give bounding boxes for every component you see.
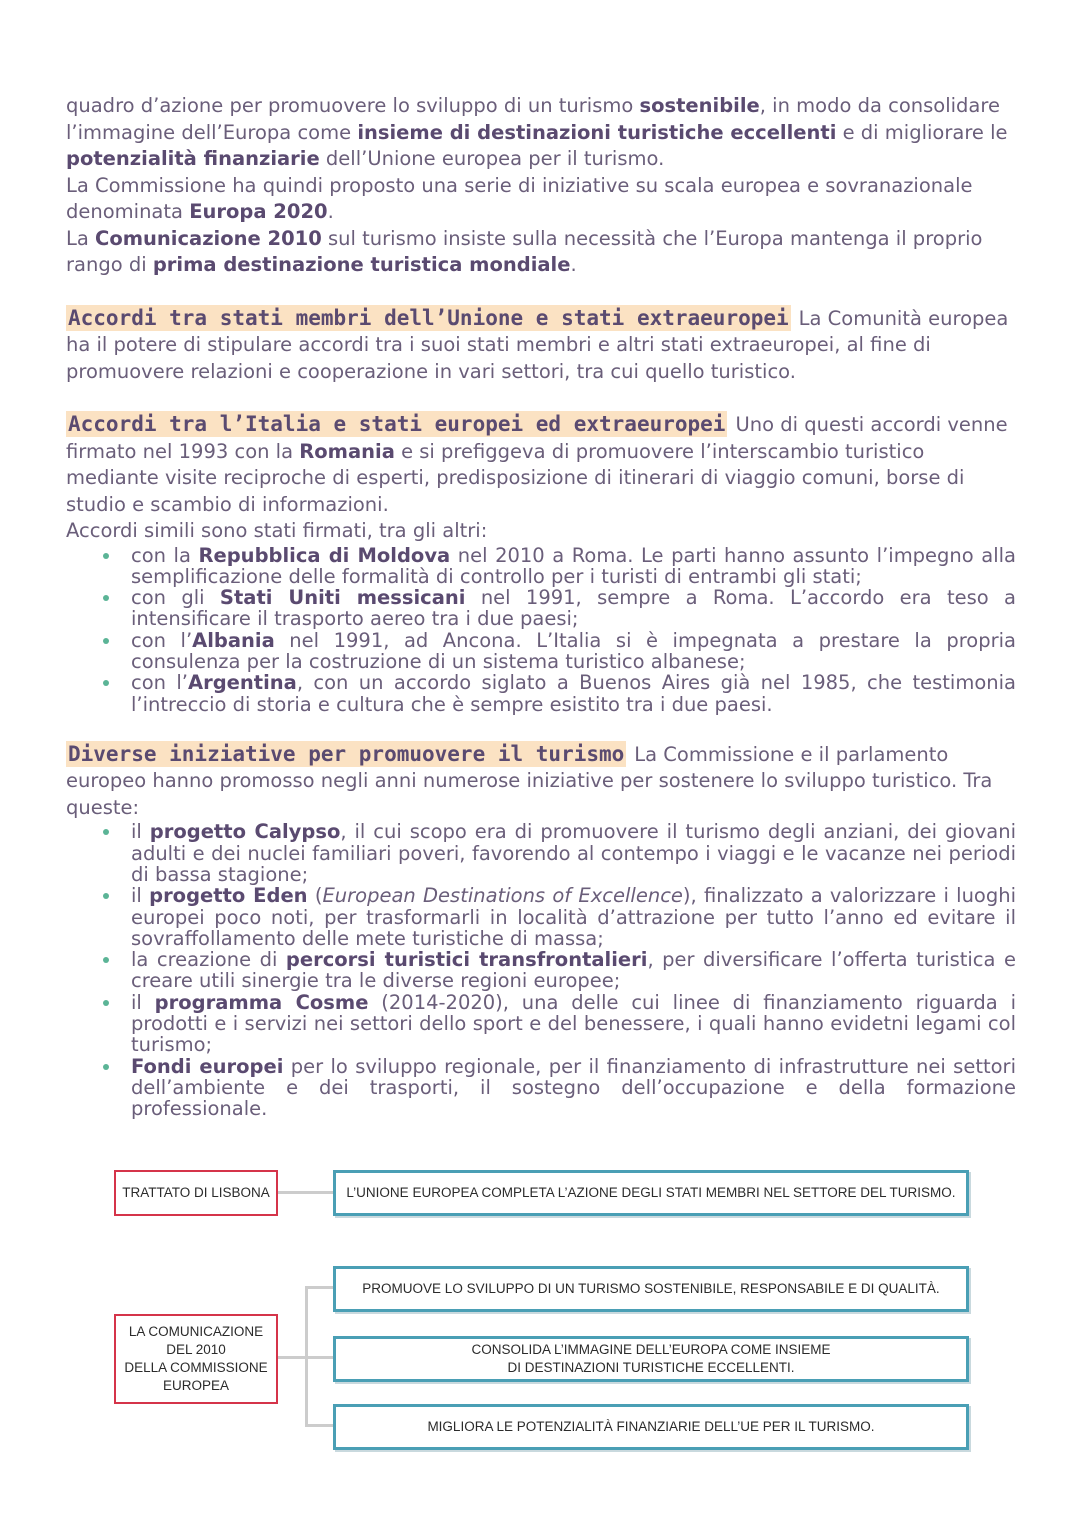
accordi-list <box>66 545 1016 715</box>
section-heading: Accordi tra stati membri dell’Unione e stati extraeuropei <box>68 305 789 330</box>
section-text: La Commissione e il parlamento europeo hanno promosso negli anni numerose iniziative per sostenere lo sviluppo turistico. Tra queste: <box>66 742 993 819</box>
list-item: il progetto Eden (European Destinations of Excellence), finalizzato a valorizzare i luoghi europei poco noti, per trasformarli in località d’attrazione per tutto l’anno ed evitare il sovraffollamento delle mete turistiche di massa; <box>131 884 1017 950</box>
connector-line <box>305 1356 335 1359</box>
connector-line <box>305 1286 308 1426</box>
list-item: con l’Albania nel 1991, ad Ancona. L’Italia si è impegnata a prestare la propria consulenza per la costruzione di un sistema turistico albanese; <box>131 628 1016 673</box>
connector-line <box>277 1356 307 1359</box>
section-iniziative <box>66 741 1016 1120</box>
iniziative-list <box>66 821 1016 1119</box>
section-text: La Comunità europea ha il potere di stipulare accordi tra i suoi stati membri e altri stati extraeuropei, al fine di promuovere relazioni e cooperazione in vari settori, tra cui quello turistico. <box>66 306 1009 383</box>
comunicazione-box: LA COMUNICAZIONE DEL 2010 DELLA COMMISSIONE EUROPEA <box>114 1314 278 1404</box>
section-accordi-italia: Accordi tra l’Italia e stati europei ed extraeuropei Uno di questi accordi venne firmato nel 1993 con la Romania e si prefiggeva di promuovere l’interscambio turistico mediante visite reciproche di esperti, predisposizione di itinerari di viaggio comuni, borse di studio e scambio di informazioni. Accordi simili sono stati firmati, tra gli altri: con la Repubblica di Moldova nel 2010 a Roma. Le parti hanno assunto l’impegno alla semplificazione delle formalità di controllo per i turisti di entrambi gli stati; con gli Stati Uniti messicani nel 1991, sempre a Roma. L’accordo era teso a intensificare il trasporto aereo tra i due paesi; con l’Albania nel 1991, ad Ancona. L’Italia si è impegnata a prestare la propria consulenza per la costruzione di un sistema turistico albanese; con l’Argentina, con un accordo siglato a Buenos Aires già nel 1985, che testimonia l’intreccio di storia e cultura che è sempre esistito tra i due paesi. <box>66 412 1017 716</box>
list-item: il programma Cosme (2014-2020), una delle cui linee di finanziamento riguarda i prodotti e i servizi nei settori dello sport e del benessere, i quali hanno evidetni legami col turismo; <box>131 990 1016 1057</box>
intro-paragraph-2: La Commissione ha quindi proposto una serie di iniziative su scala europea e sovranazionale denominata Europa 2020. <box>66 173 973 223</box>
list-item: Fondi europei per lo sviluppo regionale, per il finanziamento di infrastrutture nei settori dell’ambiente e dei trasporti, il sostegno dell’occupazione e della formazione professionale. <box>131 1054 1016 1121</box>
connector-line <box>305 1424 335 1427</box>
section-heading: Accordi tra l’Italia e stati europei ed extraeuropei <box>68 412 726 436</box>
section-heading: Diverse iniziative per promuovere il turismo <box>68 741 625 766</box>
list-item: la creazione di percorsi turistici transfrontalieri, per diversificare l’offerta turistica e creare utili sinergie tra le diverse regioni europee; <box>131 948 1016 993</box>
intro-paragraph-3: La Comunicazione 2010 sul turismo insiste sulla necessità che l’Europa mantenga il proprio rango di prima destinazione turistica mondiale. <box>66 226 983 276</box>
lisbona-desc-box: L’UNIONE EUROPEA COMPLETA L’AZIONE DEGLI STATI MEMBRI NEL SETTORE DEL TURISMO. <box>333 1170 969 1216</box>
connector-line <box>305 1286 335 1289</box>
list-item: con gli Stati Uniti messicani nel 1991, sempre a Roma. L’accordo era teso a intensificare il trasporto aereo tra i due paesi; <box>131 586 1016 631</box>
list-intro: Accordi simili sono stati firmati, tra gli altri: <box>66 519 488 542</box>
point-box-3: MIGLIORA LE POTENZIALITÀ FINANZIARIE DELL’UE PER IL TURISMO. <box>333 1404 969 1450</box>
lisbona-box: TRATTATO DI LISBONA <box>114 1170 278 1216</box>
connector-line <box>277 1191 335 1194</box>
intro-paragraph-1: quadro d’azione per promuovere lo sviluppo di un turismo sostenibile, in modo da consolidare l’immagine dell’Europa come insieme di destinazioni turistiche eccellenti e di migliorare le potenzialità finanziarie dell’Unione europea per il turismo. <box>66 94 1008 170</box>
section-accordi-ue <box>66 305 1016 386</box>
point-box-1: PROMUOVE LO SVILUPPO DI UN TURISMO SOSTENIBILE, RESPONSABILE E DI QUALITÀ. <box>333 1266 969 1312</box>
list-item: con la Repubblica di Moldova nel 2010 a Roma. Le parti hanno assunto l’impegno alla semplificazione delle formalità di controllo per i turisti di entrambi gli stati; <box>131 543 1017 588</box>
list-item: con l’Argentina, con un accordo siglato a Buenos Aires già nel 1985, che testimonia l’intreccio di storia e cultura che è sempre esistito tra i due paesi. <box>131 671 1016 716</box>
list-item: il progetto Calypso, il cui scopo era di promuovere il turismo degli anziani, dei giovani adulti e dei nuclei familiari poveri, favorendo al contempo i viaggi e le vacanze nei periodi di bassa stagione; <box>131 820 1016 886</box>
document-body <box>66 93 1016 1120</box>
point-box-2: CONSOLIDA L’IMMAGINE DELL’EUROPA COME INSIEME DI DESTINAZIONI TURISTICHE ECCELLENTI. <box>333 1336 969 1382</box>
